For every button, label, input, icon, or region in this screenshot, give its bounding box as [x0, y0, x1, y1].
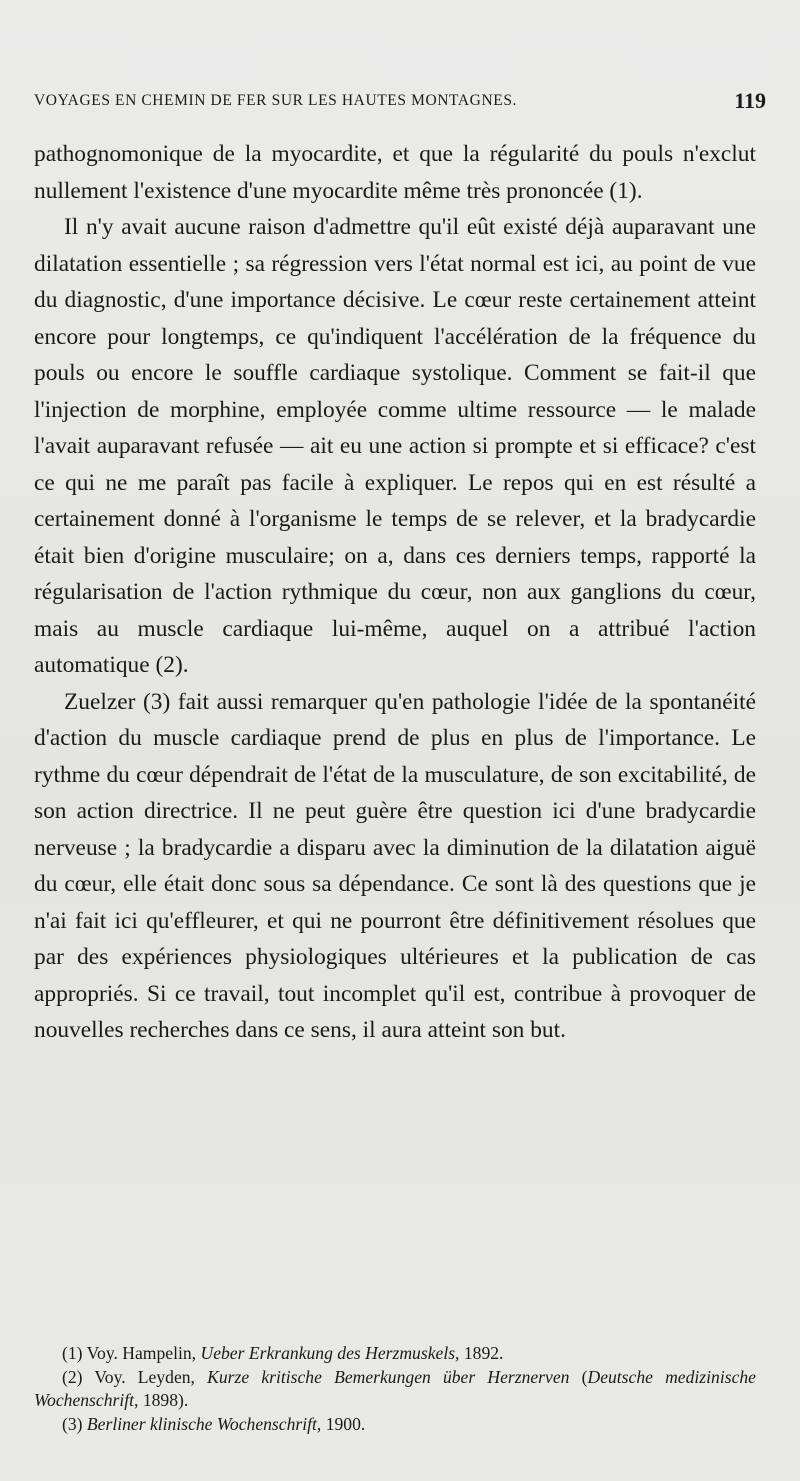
footnote: [34, 1342, 756, 1366]
paragraph: pathognomonique de la myocardite, et que la régularité du pouls n'exclut nullement l'existence d'une myocardite même très prononcée (1).: [34, 141, 756, 204]
main-text: [34, 136, 756, 1049]
footnote-title: Berliner klinische Wochenschrift,: [86, 1413, 322, 1434]
footnote: [34, 1413, 756, 1437]
footnote-year: 1898).: [142, 1390, 189, 1410]
footnote-title: Ueber Erkrankung des Herzmuskels,: [200, 1343, 460, 1363]
footnote-marker: (1): [62, 1343, 83, 1363]
footnote-year: 1900.: [325, 1413, 366, 1434]
footnote-lead: Voy. Leyden,: [94, 1366, 195, 1387]
paragraph: Il n'y avait aucune raison d'admettre qu'il eût existé déjà auparavant une dilatation essentielle ; sa régression vers l'état normal est ici, au point de vue du diagnostic, d'une importance décisive. Le cœur reste certainement atteint encore pour longtemps, ce qu'indiquent l'accélération de la fréquence du pouls ou encore le souffle cardiaque systolique. Comment se fait-il que l'injection de morphine, employée comme ultime ressource — le malade l'avait auparavant refusée — ait eu une action si prompte et si efficace? c'est ce qui ne me paraît pas facile à expliquer. Le repos qui en est résulté a certainement donné à l'organisme le temps de se relever, et la bradycardie était bien d'origine musculaire; on a, dans ces derniers temps, rapporté la régularisation de l'action rythmique du cœur, non aux ganglions du cœur, mais au muscle cardiaque lui-même, auquel on a attribué l'action automatique (2).: [34, 214, 756, 678]
page-header: [34, 88, 766, 120]
page-number: 119: [734, 88, 766, 113]
footnote-marker: (3): [62, 1413, 83, 1434]
paragraph: Zuelzer (3) fait aussi remarquer qu'en pathologie l'idée de la spontanéité d'action du muscle cardiaque prend de plus en plus de l'importance. Le rythme du cœur dépendrait de l'état de la musculature, de son excitabilité, de son action directrice. Il ne peut guère être question ici d'une bradycardie nerveuse ; la bradycardie a disparu avec la diminution de la dilatation aiguë du cœur, elle était donc sous sa dépendance. Ce sont là des questions que je n'ai fait ici qu'effleurer, et qui ne pourront être définitivement résolues que par des expériences physiologiques ultérieures et la publication de cas appropriés. Si ce travail, tout incomplet qu'il est, contribue à provoquer de nouvelles recherches dans ce sens, il aura atteint son but.: [34, 688, 756, 1043]
footnote: [34, 1366, 756, 1413]
footnote-year: 1892.: [463, 1343, 504, 1363]
footnote-title: Kurze kritische Bemerkungen über Herznerven: [207, 1366, 570, 1387]
footnote-paren: (: [581, 1366, 588, 1387]
footnote-lead: Voy. Hampelin,: [86, 1343, 197, 1363]
footnote-marker: (2): [62, 1366, 83, 1387]
running-head: VOYAGES EN CHEMIN DE FER SUR LES HAUTES MONTAGNES.: [34, 92, 518, 109]
footnote-journal: Deutsche medizinische Wochenschrift,: [34, 1366, 756, 1410]
footnotes: [34, 1342, 756, 1436]
